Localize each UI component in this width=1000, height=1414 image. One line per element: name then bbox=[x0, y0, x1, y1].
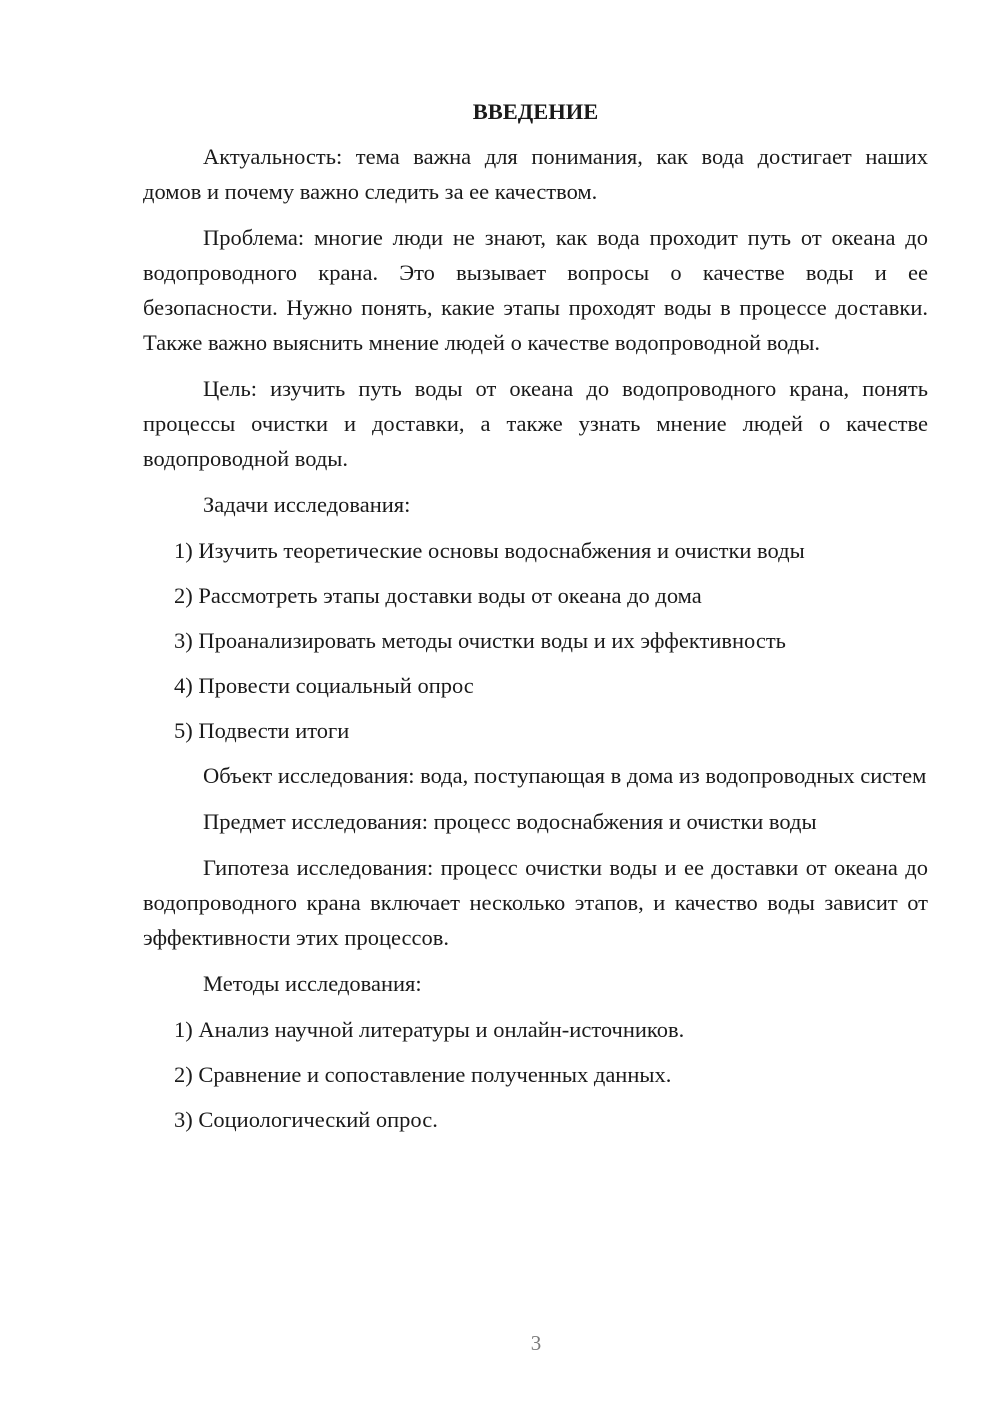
list-item: 2) Сравнение и сопоставление полученных данных. bbox=[174, 1062, 672, 1087]
methods-title: Методы исследования: bbox=[203, 971, 422, 996]
list-item: 3) Социологический опрос. bbox=[174, 1107, 438, 1132]
list-item: 5) Подвести итоги bbox=[174, 718, 350, 743]
tasks-title: Задачи исследования: bbox=[203, 492, 411, 517]
page-title: ВВЕДЕНИЕ bbox=[472, 99, 599, 124]
relevance-paragraph: Актуальность: тема важна для понимания, как вода достигает наших домов и почему важно следить за ее качеством. bbox=[143, 144, 928, 204]
problem-paragraph: Проблема: многие люди не знают, как вода проходит путь от океана до водопроводного крана. Это вызывает вопросы о качестве воды и ее безопасности. Нужно понять, какие этапы проходят воды в процессе доставки. Также важно выяснить мнение людей о качестве водопроводной воды. bbox=[143, 225, 928, 355]
subject-paragraph: Предмет исследования: процесс водоснабжения и очистки воды bbox=[203, 809, 817, 834]
list-item: 3) Проанализировать методы очистки воды и их эффективность bbox=[174, 628, 786, 653]
hypothesis-paragraph: Гипотеза исследования: процесс очистки воды и ее доставки от океана до водопроводного крана включает несколько этапов, и качество воды зависит от эффективности этих процессов. bbox=[143, 855, 928, 950]
list-item: 2) Рассмотреть этапы доставки воды от океана до дома bbox=[174, 583, 702, 608]
document-body bbox=[143, 94, 928, 1147]
list-item: 4) Провести социальный опрос bbox=[174, 673, 474, 698]
goal-paragraph: Цель: изучить путь воды от океана до водопроводного крана, понять процессы очистки и доставки, а также узнать мнение людей о качестве водопроводной воды. bbox=[143, 376, 928, 471]
list-item: 1) Изучить теоретические основы водоснабжения и очистки воды bbox=[174, 538, 805, 563]
object-paragraph: Объект исследования: вода, поступающая в дома из водопроводных систем bbox=[203, 763, 927, 788]
list-item: 1) Анализ научной литературы и онлайн-источников. bbox=[174, 1017, 685, 1042]
page-number: 3 bbox=[530, 1331, 542, 1355]
